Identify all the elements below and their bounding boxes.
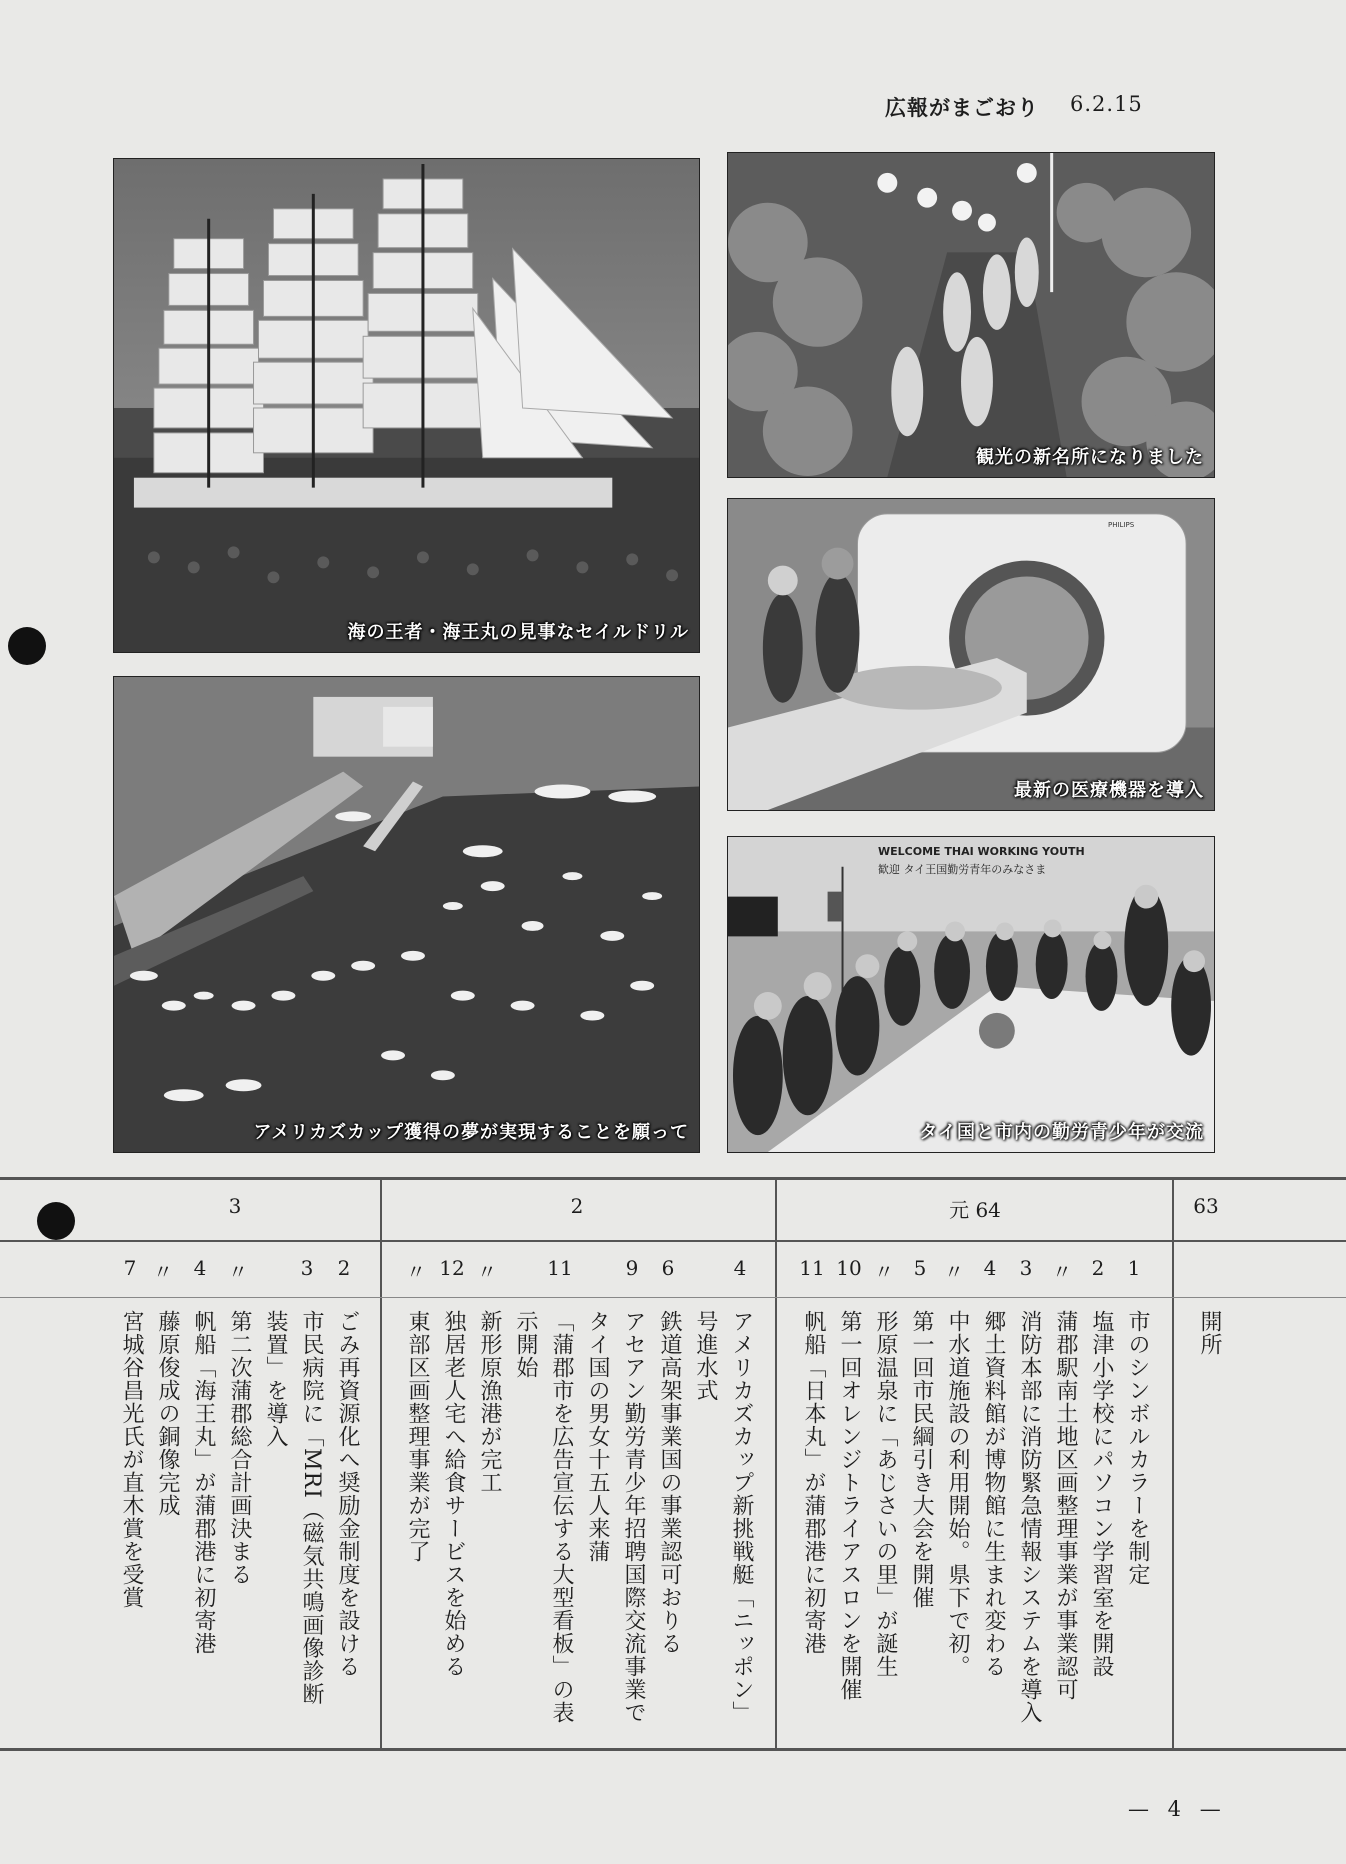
entry-text: タイ国の男女十五人来蒲 [585,1310,610,1563]
month-3: 3 [300,1256,314,1280]
entry-text: 号進水式 [693,1310,718,1402]
entry-text: 市民病院に「MRI（磁気共鳴画像診断 [299,1310,324,1706]
ditto-mark: 〃 [944,1260,964,1284]
entry-text: 開所 [1197,1310,1222,1356]
ditto-mark: 〃 [477,1260,497,1284]
page-number: — 4 — [1128,1797,1227,1821]
photo-hydrangea [727,152,1215,478]
month-2: 2 [1091,1256,1105,1280]
meeting-image [728,837,1214,1152]
year-header-row [0,1180,1346,1242]
year-gen-64: 元 64 [949,1198,1001,1222]
banner-japanese: 歓迎 タイ王国勤労青年のみなさま [878,863,1047,876]
year-2: 2 [570,1194,584,1218]
entry-text: アセアン勤労青少年招聘国際交流事業で [621,1310,646,1724]
month-7: 7 [123,1256,137,1280]
caption-harbor: アメリカズカップ獲得の夢が実現することを願って [253,1122,689,1143]
ditto-mark: 〃 [406,1260,426,1284]
harbor-image [114,677,699,1152]
entry-text: 市のシンボルカラーを制定 [1125,1310,1150,1586]
hydrangea-image [728,153,1214,477]
entry-text: ごみ再資源化へ奨励金制度を設ける [335,1310,360,1678]
entry-text: 消防本部に消防緊急情報システムを導入 [1017,1310,1042,1724]
chronology-table [0,1177,1346,1751]
month-2: 2 [337,1256,351,1280]
entry-text: 第一回オレンジトライアスロンを開催 [837,1310,862,1701]
entry-text: 鉄道高架事業国の事業認可おりる [657,1310,682,1655]
month-1: 1 [1127,1256,1141,1280]
entry-text: 第一回市民綱引き大会を開催 [909,1310,934,1609]
month-header-row [0,1242,1346,1298]
mri-brand-label: PHILIPS [1108,521,1135,529]
banner-english: WELCOME THAI WORKING YOUTH [878,845,1085,858]
entry-text: 新形原漁港が完工 [477,1310,502,1494]
entry-text: 郷土資料館が博物館に生まれ変わる [981,1310,1006,1678]
newsletter-title: 広報がまごおり [885,96,1039,120]
ditto-mark: 〃 [228,1260,248,1284]
entry-text: 装置」を導入 [263,1310,288,1448]
caption-meeting: タイ国と市内の勤労青少年が交流 [919,1122,1204,1143]
caption-mri: 最新の医療機器を導入 [1014,780,1204,801]
photo-mri [727,498,1215,811]
month-12: 12 [439,1256,465,1280]
caption-sailship: 海の王者・海王丸の見事なセイルドリル [347,622,689,643]
entry-text: 東部区画整理事業が完了 [405,1310,430,1563]
photo-sailship [113,158,700,653]
entry-text: 帆船「日本丸」が蒲郡港に初寄港 [801,1310,826,1655]
month-4: 4 [983,1256,997,1280]
month-5: 5 [913,1256,927,1280]
month-4: 4 [193,1256,207,1280]
month-4: 4 [733,1256,747,1280]
entry-text: 宮城谷昌光氏が直木賞を受賞 [119,1310,144,1609]
entry-text: 中水道施設の利用開始。県下で初。 [945,1310,970,1678]
month-6: 6 [661,1256,675,1280]
ditto-mark: 〃 [1052,1260,1072,1284]
sailship-image [114,159,699,652]
ditto-mark: 〃 [874,1260,894,1284]
month-9: 9 [625,1256,639,1280]
photo-harbor [113,676,700,1153]
entry-text: 「蒲郡市を広告宣伝する大型看板」の表 [549,1310,574,1724]
month-10: 10 [836,1256,862,1280]
punch-hole-upper [8,627,46,665]
entry-text: 第二次蒲郡総合計画決まる [227,1310,252,1586]
caption-hydrangea: 観光の新名所になりました [976,447,1204,468]
entry-text: アメリカズカップ新挑戦艇「ニッポン」 [729,1310,754,1724]
month-3: 3 [1019,1256,1033,1280]
entry-text: 塩津小学校にパソコン学習室を開設 [1089,1310,1114,1678]
entry-text: 藤原俊成の銅像完成 [155,1310,180,1517]
ditto-mark: 〃 [153,1260,173,1284]
month-11: 11 [799,1256,825,1280]
entry-text: 蒲郡駅南土地区画整理事業が事業認可 [1053,1310,1078,1701]
entry-text: 形原温泉に「あじさいの里」が誕生 [873,1310,898,1678]
issue-date: 6.2.15 [1070,92,1143,116]
entry-text: 独居老人宅へ給食サービスを始める [441,1310,466,1678]
entry-text: 帆船「海王丸」が蒲郡港に初寄港 [191,1310,216,1655]
mri-image [728,499,1214,810]
entry-text: 示開始 [513,1310,538,1379]
photo-meeting [727,836,1215,1153]
month-11: 11 [547,1256,573,1280]
year-3: 3 [228,1194,242,1218]
year-63: 63 [1193,1194,1219,1218]
